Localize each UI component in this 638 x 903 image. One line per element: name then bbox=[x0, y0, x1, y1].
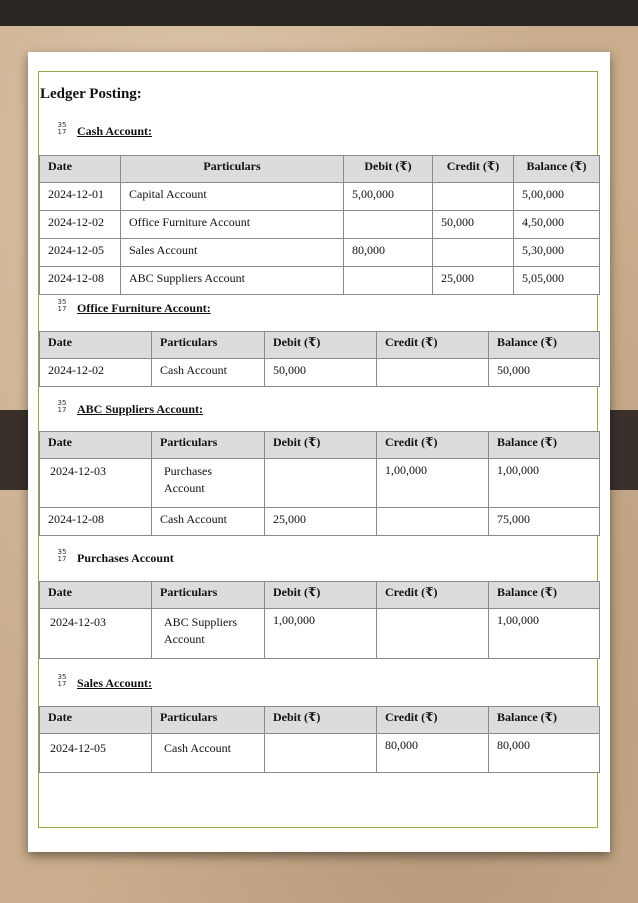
section-title: Office Furniture Account: bbox=[77, 301, 211, 315]
cell-particulars: Cash Account bbox=[152, 508, 265, 536]
office-furniture-account-table bbox=[39, 331, 600, 387]
cell-date: 2024-12-08 bbox=[40, 267, 121, 295]
cell-credit bbox=[433, 239, 514, 267]
cell-particulars: ABC Suppliers Account bbox=[152, 609, 265, 659]
cell-balance: 1,00,000 bbox=[489, 609, 600, 659]
cell-particulars: Cash Account bbox=[152, 734, 265, 773]
cell-debit: 80,000 bbox=[344, 239, 433, 267]
cell-date: 2024-12-02 bbox=[40, 359, 152, 387]
col-credit: Credit (₹) bbox=[377, 332, 489, 359]
cell-date: 2024-12-05 bbox=[40, 734, 152, 773]
cell-date: 2024-12-05 bbox=[40, 239, 121, 267]
col-date: Date bbox=[40, 707, 152, 734]
cell-debit: 5,00,000 bbox=[344, 183, 433, 211]
col-debit: Debit (₹) bbox=[265, 332, 377, 359]
purchases-account-table bbox=[39, 581, 600, 659]
col-credit: Credit (₹) bbox=[433, 156, 514, 183]
table-row bbox=[40, 459, 600, 508]
cell-balance: 75,000 bbox=[489, 508, 600, 536]
cell-balance: 4,50,000 bbox=[514, 211, 600, 239]
col-debit: Debit (₹) bbox=[265, 432, 377, 459]
section-title: Sales Account: bbox=[77, 676, 152, 690]
page-title: Ledger Posting: bbox=[40, 86, 142, 102]
table-row bbox=[40, 609, 600, 659]
section-marker: 35 17 bbox=[57, 548, 67, 563]
col-particulars: Particulars bbox=[152, 432, 265, 459]
cell-debit bbox=[265, 459, 377, 508]
cell-credit: 1,00,000 bbox=[377, 459, 489, 508]
col-credit: Credit (₹) bbox=[377, 582, 489, 609]
col-particulars: Particulars bbox=[152, 582, 265, 609]
cell-credit: 25,000 bbox=[433, 267, 514, 295]
cell-balance: 5,00,000 bbox=[514, 183, 600, 211]
section-title: ABC Suppliers Account: bbox=[77, 402, 204, 416]
table-header bbox=[40, 432, 600, 459]
cell-credit: 80,000 bbox=[377, 734, 489, 773]
col-balance: Balance (₹) bbox=[514, 156, 600, 183]
cell-particulars: Sales Account bbox=[121, 239, 344, 267]
col-date: Date bbox=[40, 582, 152, 609]
col-balance: Balance (₹) bbox=[489, 707, 600, 734]
cell-balance: 80,000 bbox=[489, 734, 600, 773]
col-date: Date bbox=[40, 432, 152, 459]
section-marker: 35 17 bbox=[57, 121, 67, 136]
cell-credit bbox=[377, 508, 489, 536]
table-header bbox=[40, 582, 600, 609]
cell-debit bbox=[265, 734, 377, 773]
col-balance: Balance (₹) bbox=[489, 332, 600, 359]
cell-credit: 50,000 bbox=[433, 211, 514, 239]
col-debit: Debit (₹) bbox=[265, 707, 377, 734]
abc-suppliers-account-table bbox=[39, 431, 600, 536]
col-balance: Balance (₹) bbox=[489, 582, 600, 609]
cell-particulars: Cash Account bbox=[152, 359, 265, 387]
cell-balance: 1,00,000 bbox=[489, 459, 600, 508]
table-row bbox=[40, 267, 600, 295]
cell-date: 2024-12-03 bbox=[40, 609, 152, 659]
col-particulars: Particulars bbox=[152, 707, 265, 734]
table-row bbox=[40, 359, 600, 387]
section-marker: 35 17 bbox=[57, 298, 67, 313]
cell-date: 2024-12-02 bbox=[40, 211, 121, 239]
cell-date: 2024-12-01 bbox=[40, 183, 121, 211]
col-particulars: Particulars bbox=[121, 156, 344, 183]
cell-debit: 50,000 bbox=[265, 359, 377, 387]
cell-debit bbox=[344, 211, 433, 239]
table-row bbox=[40, 508, 600, 536]
section-title: Cash Account: bbox=[77, 124, 153, 138]
cell-credit bbox=[377, 359, 489, 387]
sales-account-table bbox=[39, 706, 600, 773]
table-row bbox=[40, 734, 600, 773]
cell-balance: 5,05,000 bbox=[514, 267, 600, 295]
cell-particulars: Office Furniture Account bbox=[121, 211, 344, 239]
col-credit: Credit (₹) bbox=[377, 432, 489, 459]
col-credit: Credit (₹) bbox=[377, 707, 489, 734]
cell-credit bbox=[377, 609, 489, 659]
cell-debit: 1,00,000 bbox=[265, 609, 377, 659]
cell-particulars: ABC Suppliers Account bbox=[121, 267, 344, 295]
cell-date: 2024-12-03 bbox=[40, 459, 152, 508]
cell-date: 2024-12-08 bbox=[40, 508, 152, 536]
cell-balance: 5,30,000 bbox=[514, 239, 600, 267]
col-date: Date bbox=[40, 332, 152, 359]
section-marker: 35 17 bbox=[57, 673, 67, 688]
section-title: Purchases Account bbox=[77, 551, 174, 565]
col-debit: Debit (₹) bbox=[344, 156, 433, 183]
table-header bbox=[40, 332, 600, 359]
col-balance: Balance (₹) bbox=[489, 432, 600, 459]
table-header bbox=[40, 707, 600, 734]
cell-particulars: Purchases Account bbox=[152, 459, 265, 508]
table-row bbox=[40, 183, 600, 211]
table-row bbox=[40, 211, 600, 239]
section-marker: 35 17 bbox=[57, 399, 67, 414]
cell-credit bbox=[433, 183, 514, 211]
cell-particulars: Capital Account bbox=[121, 183, 344, 211]
col-date: Date bbox=[40, 156, 121, 183]
col-debit: Debit (₹) bbox=[265, 582, 377, 609]
cash-account-table bbox=[39, 155, 600, 295]
top-bar bbox=[0, 0, 638, 26]
table-row bbox=[40, 239, 600, 267]
cell-balance: 50,000 bbox=[489, 359, 600, 387]
cell-debit: 25,000 bbox=[265, 508, 377, 536]
col-particulars: Particulars bbox=[152, 332, 265, 359]
cell-debit bbox=[344, 267, 433, 295]
table-header bbox=[40, 156, 600, 183]
